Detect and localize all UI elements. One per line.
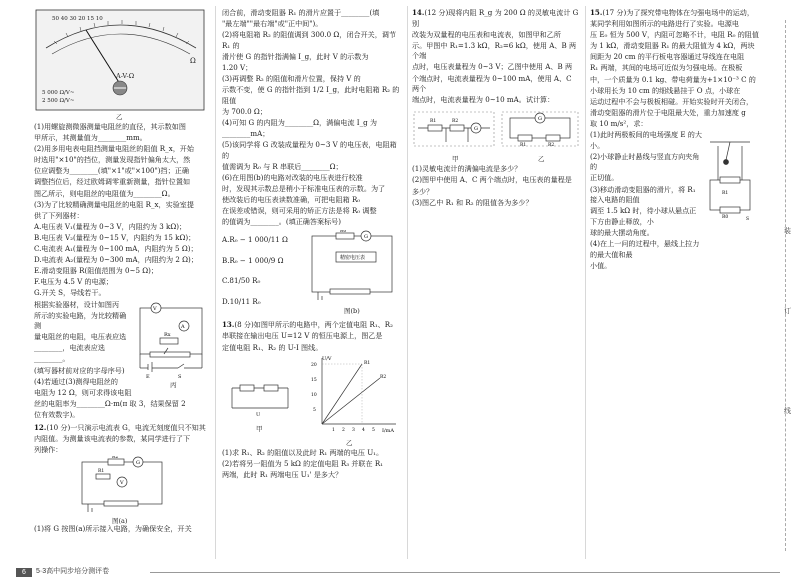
svg-text:E: E (146, 373, 150, 380)
binding-char: 订 (784, 307, 791, 315)
text-line: 位应调整为________(填"×1"或"×100")挡；正确 (34, 166, 189, 176)
text-line: (1)将 G 按图(a)所示接入电路，为确保安全，开关 (34, 523, 192, 533)
text-line: (6)在用图(b)的电路对改装的电压表进行校准 (222, 172, 363, 182)
circuit-b-svg (306, 230, 398, 304)
text-line: 使改装后的电压表读数准确，可把电阻箱 R₀ (222, 195, 361, 205)
book-title: 5·3高中同步培分测评卷 (36, 568, 110, 575)
text-line: (4)在上一问的过程中，悬线上拉力的最大值和最 (590, 238, 700, 259)
text-line: (4)若通过(3)测得电阻丝的 (34, 376, 118, 386)
x-tick: 1 (332, 427, 335, 433)
text-line: 两端，此时 R₁ 两端电压 U₁' 是多大？ (222, 469, 343, 479)
text-line: (1)用螺旋测微器测量电阻丝的直径，其示数如图 (34, 122, 186, 131)
x-tick: 4 (362, 427, 365, 433)
x-tick: 5 (372, 427, 375, 433)
text-line: C.电流表 A₁(量程为 0~100 mA，内阻约为 5 Ω)； (34, 244, 198, 254)
binding-line (785, 20, 786, 551)
y-axis-label: U/V (322, 355, 332, 362)
text-line: (1)灵敏电流计的满偏电流是多少？ (412, 164, 522, 174)
text-line: 端点时，电流表量程为 0~10 mA。试计算： (412, 95, 555, 105)
meter-ohm-mark: Ω (190, 57, 196, 65)
svg-text:A: A (181, 323, 185, 330)
svg-text:R1: R1 (364, 360, 371, 366)
text-line: 在误差或错误，则可采用的矫正方法是将 R₀ 调整 (222, 206, 377, 216)
text-line: F.电压为 4.5 V 的电源； (34, 277, 113, 287)
y-tick: 20 (311, 362, 317, 368)
svg-text:G: G (364, 234, 368, 241)
text-line: 甲所示，其测量值为________mm。 (34, 133, 147, 143)
text-line: 位有效数字)。 (34, 409, 80, 419)
text-line: (1)求 R₁、R₂ 的阻值以及此时 R₁ 两端的电压 U₁。 (222, 447, 384, 457)
text-line: B.电压表 V₂(量程为 0~15 V，内阻约为 15 kΩ)； (34, 232, 196, 242)
circuit-13-jia-svg (228, 380, 292, 420)
text-line: 调至 1.5 kΩ 时，待小球从悬点正下方由静止释放，小 (590, 206, 697, 226)
ui-graph-svg (308, 354, 400, 434)
capacitor-circuit-svg (702, 134, 758, 220)
column-divider (407, 6, 408, 559)
text-line: 根据实验器材，设计如图丙 (34, 299, 120, 309)
circuit-14-yi-svg (500, 110, 580, 150)
text-line: (填写器材前对应的字母序号) (34, 365, 125, 375)
column-3 (412, 8, 580, 209)
multimeter-svg (34, 8, 210, 116)
svg-text:R2: R2 (548, 143, 555, 149)
text-line: 串联接在输出电压 U=12 V 的恒压电源上，图乙是 (222, 331, 383, 341)
question-number-15: 15. (590, 8, 603, 17)
svg-text:V: V (120, 479, 124, 486)
svg-text:S: S (178, 373, 182, 380)
fig14-jia-caption: 甲 (452, 155, 459, 164)
text-line: (2)将电阻箱 R₂ 的阻值调到 300.0 Ω，闭合开关，调节 R₁ 的 (222, 30, 397, 50)
text-line: R₁ 两端，其间的电场可近似为匀强电场。在极板 (590, 63, 743, 73)
x-tick: 2 (342, 427, 345, 433)
text-line: 取 10 m/s²，求： (590, 118, 648, 128)
text-line: 丝的电阻率为________Ω·m(π 取 3，结果保留 2 (34, 398, 186, 408)
meter-scale: 50 40 30 20 15 10 (52, 16, 103, 22)
text-line: 图乙所示，则电阻丝的电阻值为________Ω。 (34, 188, 175, 198)
q14-figures (412, 106, 580, 164)
precision-voltmeter-label: 精密电压表 (340, 255, 366, 262)
option-d: D.10/11 R₀ (222, 296, 261, 306)
column-divider (215, 6, 216, 559)
text-line: (1)此时两极板间的电场强度 E 的大小。 (590, 130, 702, 150)
circuit-14-jia-svg (412, 110, 496, 150)
circuit-b-caption: 图(b) (344, 307, 360, 316)
column-4 (590, 8, 760, 272)
text-line: (5)该同学将 G 改装成量程为 0~3 V 的电压表，电阻箱的 (222, 140, 397, 160)
text-line: (2)图甲中使用 A、C 两个端点时，电压表的量程是 (412, 175, 572, 185)
text-line: 个端点时，电流表量程为 0~100 mA，使用 A、C 两个 (412, 73, 572, 94)
binding-char: 装 (784, 227, 791, 235)
col1-circuit-block (34, 300, 210, 421)
text-line: 电阻为 12 Ω，则可求得该电阻 (34, 387, 132, 397)
svg-text:R1: R1 (98, 468, 105, 474)
q12-text: (10 分)一只演示电流表 G，电流无刻度值只不知其 (46, 422, 206, 432)
svg-text:G: G (538, 116, 542, 123)
text-line: 为 700.0 Ω； (222, 106, 267, 116)
text-line: (3)移动滑动变阻器的滑片，将 R₁ 接入电路的阻值 (590, 184, 696, 205)
text-line: 为 1 kΩ，滑动变阻器 R₁ 的最大阻值为 4 kΩ，两块 (590, 41, 755, 51)
q14-text: (12 分)现将内阻 R_g 为 200 Ω 的灵敏电流计 G 别 (412, 8, 579, 28)
text-line: (3)为了比较精确测量电阻丝的电阻 R_x，实验室提 (34, 199, 194, 209)
column-1 (34, 8, 210, 535)
text-line: 时选用"×10"的挡位，测量发现指针偏角太大，然 (34, 155, 191, 165)
svg-text:V: V (153, 305, 157, 312)
q13-figures (222, 354, 402, 448)
circuit-a-svg (74, 456, 170, 516)
text-line: (4)可知 G 的内阻为________Ω，满偏电流 I_g 为 (222, 117, 378, 127)
text-line: 压 E₀ 恒为 500 V，内阻可忽略不计，电阻 R₀ 的阻值 (590, 30, 759, 40)
text-line: 示。甲图中 R₁=1.3 kΩ，R₂=6 kΩ，使用 A、B 两个端 (412, 40, 577, 61)
text-line: A.电压表 V₁(量程为 0~3 V，内阻约为 3 kΩ)； (34, 221, 187, 231)
circuit-bing-caption: 丙 (170, 380, 177, 389)
fig14-yi-caption: 乙 (538, 155, 545, 164)
page-number: 6 (16, 568, 32, 577)
footer-rule (150, 572, 780, 573)
fig13-yi-caption: 乙 (346, 438, 353, 447)
text-line: 定值电阻 R₁、R₂ 的 U-I 图线。 (222, 342, 323, 352)
column-2 (222, 8, 402, 481)
text-line: ________，电流表应选 (34, 343, 105, 353)
y-tick: 5 (313, 407, 316, 413)
text-line: (2)若将另一阻值为 5 kΩ 的定值电阻 R₃ 并联在 R₁ (222, 458, 384, 468)
text-line: 间距为 20 cm 的平行板电容器通过导线连在电阻 (590, 52, 745, 62)
column-divider (585, 6, 586, 559)
svg-text:R2: R2 (380, 374, 387, 380)
text-line: 滑动变阻器的滑片位于电阻最大处，重力加速度 g (590, 107, 746, 117)
meter-av-label: A-V-Ω (116, 72, 135, 80)
text-line: G.开关 S，导线若干。 (34, 288, 106, 298)
page-footer (0, 563, 800, 581)
text-line: 改装为双量程的电压表和电流表，如图甲和乙所 (412, 29, 561, 39)
q13-text: (8 分)如图甲所示的电路中，两个定值电阻 R₁、R₂ (234, 320, 393, 330)
text-line: 供了下列器材： (34, 210, 84, 220)
meter-caption: 乙 (116, 113, 123, 121)
option-a: A.R₀ − 1 000/11 Ω (222, 235, 288, 245)
text-line: 量电阻丝的电阻，电压表应选 (34, 332, 127, 342)
svg-text:R2: R2 (452, 119, 459, 125)
circuit-a-caption: 图(a) (112, 516, 128, 525)
text-line: 小球用长为 10 cm 的细线悬挂于 O 点，小球在 (590, 85, 741, 95)
svg-text:R1: R1 (430, 119, 437, 125)
question-number-13: 13. (222, 320, 235, 330)
text-line: 中，一个质量为 0.1 kg、带电荷量为+1×10⁻³ C 的 (590, 74, 756, 84)
text-line: 值需调为 R₀ 与 R 串联后________Ω； (222, 161, 343, 171)
text-line: (3)再调整 R₂ 的阻值和滑片位置，保持 V 的 (222, 74, 361, 84)
meter-spec-2: 2 500 Ω/V~ (42, 98, 75, 104)
svg-text:R1: R1 (722, 191, 729, 197)
text-line: (2)小球静止时悬线与竖直方向夹角的 (590, 151, 700, 172)
x-tick: 3 (352, 427, 355, 433)
text-line: "最左端""最右端"或"正中间")。 (222, 19, 323, 29)
col1-text-block (34, 122, 210, 299)
text-line: 闭合前，滑动变阻器 R₁ 的滑片应置于________(填 (222, 8, 380, 17)
svg-text:G: G (136, 459, 140, 466)
fig13-jia-caption: 甲 (256, 424, 263, 433)
svg-text:S: S (746, 217, 750, 221)
question-number-14: 14. (412, 8, 425, 17)
y-tick: 10 (311, 392, 317, 398)
text-line: 所示的实验电路，为比较精确测 (34, 310, 127, 331)
svg-text:R0: R0 (340, 230, 347, 235)
svg-text:R0: R0 (722, 215, 729, 221)
text-line: 的值调为________。(填正确答案标号) (222, 217, 342, 227)
text-line: 点时，电压表量程为 0~3 V；乙图中使用 A、B 两 (412, 62, 573, 72)
binding-char: 线 (784, 407, 791, 415)
text-line: 时，发现其示数总是稍小于标准电压表的示数。为了 (222, 184, 386, 193)
text-line: 某同学利用如图所示的电路进行了实验。电源电 (590, 19, 739, 29)
text-line: D.电流表 A₂(量程为 0~300 mA，内阻约为 2 Ω)； (34, 255, 198, 265)
svg-text:U: U (256, 411, 261, 418)
text-line: 示数不变，使 G 的指针指到 1/2 I_g，此时电阻箱 R₂ 的阻值 (222, 85, 400, 105)
text-line: 多少？ (412, 186, 434, 196)
q15-text: (17 分)为了探究带电物体在匀强电场中的运动， (602, 8, 754, 17)
meter-spec-1: 5 000 Ω/V~ (42, 90, 75, 96)
q11-options-block (222, 228, 402, 316)
text-line: (2)用多用电表电阻挡测量电阻丝的阻值 R_x，开始 (34, 144, 194, 154)
text-line: 正切值。 (590, 173, 619, 183)
text-line: ________。 (34, 354, 70, 364)
multimeter-figure (34, 8, 210, 121)
svg-text:R1: R1 (520, 143, 527, 149)
circuit-bing-svg (134, 302, 210, 380)
text-line: 内阻值。为测量该电流表的参数，某同学进行了下 (34, 433, 191, 443)
text-line: 运动过程中不会与极板相碰。开始实验时开关闭合， (590, 96, 754, 106)
circuit-a-figure (34, 456, 210, 524)
text-line: (3)图乙中 R₁ 和 R₂ 的阻值各为多少？ (412, 197, 533, 207)
option-c: C.81/50 R₀ (222, 276, 261, 286)
svg-text:G: G (474, 126, 478, 133)
svg-text:Rx: Rx (164, 331, 171, 338)
text-line: ________mA； (222, 129, 270, 139)
x-axis-label: I/mA (382, 427, 395, 434)
text-line: 列操作： (34, 444, 63, 454)
option-b: B.R₀ − 1 000/9 Ω (222, 255, 284, 265)
q15-text-with-figure (590, 130, 760, 271)
text-line: 1.20 V； (222, 62, 253, 72)
text-line: E.滑动变阻器 R(阻值范围为 0~5 Ω)； (34, 266, 158, 276)
y-tick: 15 (311, 377, 317, 383)
text-line: 调整挡位后，经过欧姆调零重新测量，指针位置如 (34, 177, 191, 187)
text-line: 小值。 (590, 260, 612, 270)
text-line: 滑片使 G 的指针指满偏 I_g，此时 V 的示数为 (222, 51, 369, 61)
svg-text:R2: R2 (112, 455, 119, 460)
text-line: 球的最大摆动角度。 (590, 227, 654, 237)
question-number-12: 12. (34, 422, 47, 432)
